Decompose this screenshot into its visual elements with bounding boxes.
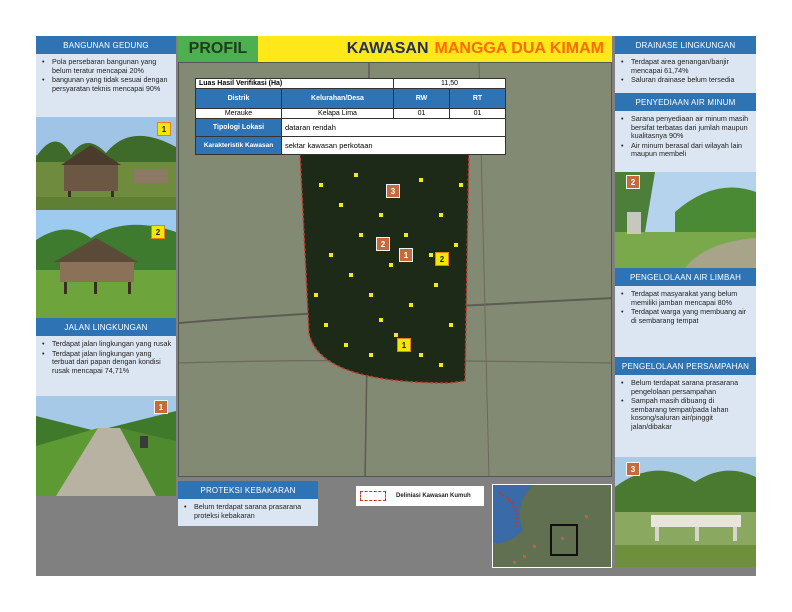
map-badge-1: 1 <box>399 248 413 262</box>
kawasan-title <box>258 36 612 62</box>
cell-rt: 01 <box>450 109 506 119</box>
air-limbah-panel <box>615 286 756 357</box>
air-minum-item: • Sarana penyediaan air minum masih bersifat terbatas dari jumlah maupun kualitasnya 90% <box>631 115 752 141</box>
air-limbah-item: • Terdapat masyarakat yang belum memiliki jamban mencapai 80% <box>631 290 752 307</box>
bangunan-item: • Pola persebaran bangunan yang belum teratur mencapai 20% <box>52 58 172 75</box>
legend-swatch <box>360 491 386 501</box>
photo-bangunan-1 <box>36 117 176 210</box>
info-table <box>195 78 506 155</box>
proteksi-header: PROTEKSI KEBAKARAN <box>178 481 318 499</box>
th-distrik: Distrik <box>196 89 282 109</box>
tipologi-value: dataran rendah <box>282 119 506 137</box>
badge-2: 2 <box>151 225 165 239</box>
map-badge-2: 2 <box>376 237 390 251</box>
jalan-header: JALAN LINGKUNGAN <box>36 318 176 336</box>
jalan-item: • Terdapat jalan lingkungan yang terbuat dari papan dengan kondisi rusak mencapai 74,71% <box>52 350 172 376</box>
bangunan-header: BANGUNAN GEDUNG <box>36 36 176 54</box>
map-badge-2-yellow: 2 <box>435 252 449 266</box>
th-kelurahan: Kelurahan/Desa <box>282 89 394 109</box>
air-minum-panel <box>615 111 756 172</box>
badge-1-jalan: 1 <box>154 400 168 414</box>
drainase-panel <box>615 54 756 93</box>
cell-rw: 01 <box>394 109 450 119</box>
kawasan-name: MANGGA DUA KIMAM <box>434 40 604 57</box>
luas-label: Luas Hasil Verifikasi (Ha) <box>196 79 394 89</box>
drainase-item: • Terdapat area genangan/banjir mencapai 61,74% <box>631 58 752 75</box>
profil-label: PROFIL <box>178 36 258 62</box>
air-minum-item: • Air minum berasal dari wilayah lain maupun membeli <box>631 142 752 159</box>
legend <box>356 486 484 506</box>
luas-value: 11,50 <box>394 79 506 89</box>
persampahan-item: • Belum terdapat sarana prasarana pengelolaan persampahan <box>631 379 752 396</box>
jalan-panel <box>36 336 176 396</box>
drainase-item: • Saluran drainase belum tersedia <box>631 76 752 85</box>
th-rw: RW <box>394 89 450 109</box>
badge-2-air: 2 <box>626 175 640 189</box>
karakteristik-value: sektar kawasan perkotaan <box>282 137 506 155</box>
tipologi-label: Tipologi Lokasi <box>196 119 282 137</box>
kawasan-label: KAWASAN <box>346 40 429 57</box>
map-badge-3: 3 <box>386 184 400 198</box>
air-minum-header: PENYEDIAAN AIR MINUM <box>615 93 756 111</box>
map-badge-1-yellow: 1 <box>397 338 411 352</box>
bangunan-panel <box>36 54 176 117</box>
badge-3-sampah: 3 <box>626 462 640 476</box>
air-limbah-item: • Terdapat warga yang membuang air di sembarang tempat <box>631 308 752 325</box>
persampahan-header: PENGELOLAAN PERSAMPAHAN <box>615 357 756 375</box>
cell-distrik: Merauke <box>196 109 282 119</box>
legend-label: Deliniasi Kawasan Kumuh <box>396 493 471 499</box>
proteksi-item: • Belum terdapat sarana prasarana proteksi kebakaran <box>194 503 314 520</box>
title-bar <box>178 36 612 62</box>
badge-1: 1 <box>157 122 171 136</box>
inset-map <box>492 484 612 568</box>
proteksi-panel <box>178 499 318 526</box>
cell-kelurahan: Kelapa Lima <box>282 109 394 119</box>
air-limbah-header: PENGELOLAAN AIR LIMBAH <box>615 268 756 286</box>
persampahan-panel <box>615 375 756 457</box>
bangunan-item: • bangunan yang tidak sesuai dengan persyaratan teknis mencapai 90% <box>52 76 172 93</box>
th-rt: RT <box>450 89 506 109</box>
drainase-header: DRAINASE LINGKUNGAN <box>615 36 756 54</box>
karakteristik-label: Karakteristik Kawasan <box>196 137 282 155</box>
persampahan-item: • Sampah masih dibuang di sembarang tempat/pada lahan kosong/saluran air/pinggit jalan/dibakar <box>631 397 752 431</box>
jalan-item: • Terdapat jalan lingkungan yang rusak <box>52 340 172 349</box>
